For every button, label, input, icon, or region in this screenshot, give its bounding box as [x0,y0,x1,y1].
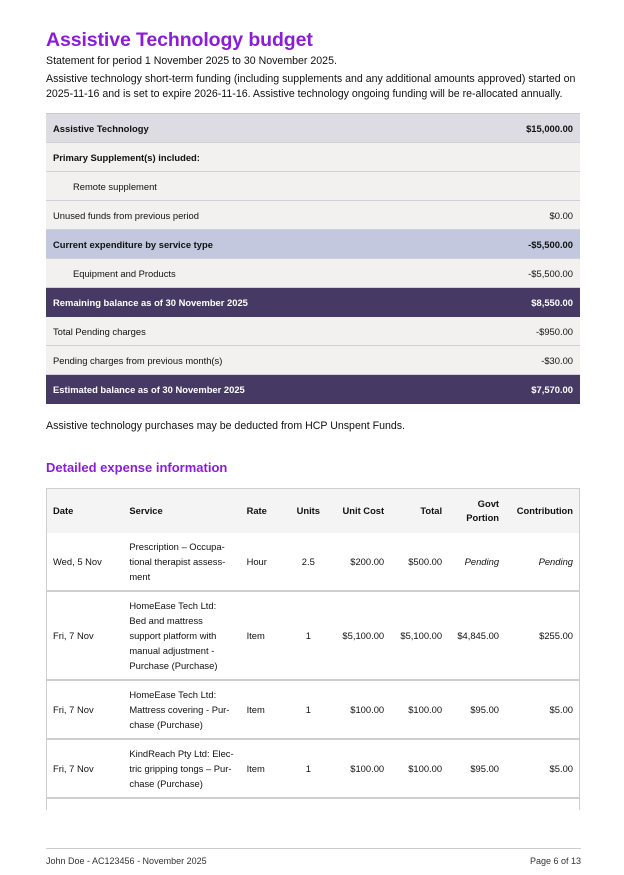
expense-table [47,489,579,810]
detail-heading: Detailed expense information [46,460,228,475]
cell-service: HomeEase Tech Ltd: Mattress covering - Pur-chase (Purchase) [123,680,240,739]
summary-label: Equipment and Products [46,259,460,288]
cell-unit-cost: $100.00 [332,739,390,798]
table-row [47,533,579,591]
deduction-note: Assistive technology purchases may be deducted from HCP Unspent Funds. [46,420,405,432]
cell-date: Wed, 5 Nov [53,556,102,567]
summary-row-pending-previous [46,346,580,375]
summary-row-remote-supplement [46,172,580,201]
summary-amount: $15,000.00 [460,114,580,143]
cell-rate: Item [241,591,285,680]
cell-contribution: Pending [538,556,573,567]
summary-row-current-expenditure [46,230,580,259]
cell-total: $100.00 [390,739,448,798]
summary-row-primary-supplements [46,143,580,172]
expense-header-row [47,489,579,533]
budget-summary-table [46,113,580,404]
col-contribution: Contribution [505,489,579,533]
summary-row-assistive-technology [46,114,580,143]
cell-govt-portion: $95.00 [448,739,505,798]
summary-label: Unused funds from previous period [46,201,460,230]
summary-row-remaining-balance [46,288,580,317]
summary-row-estimated-balance [46,375,580,404]
statement-period: Statement for period 1 November 2025 to 30 November 2025. [46,55,337,67]
cell-rate: Item [241,680,285,739]
cell-date: Fri, 7 Nov [47,591,123,680]
funding-note: Assistive technology short-term funding (including supplements and any additional amounts approved) started on 2025-11-16 and is set to expire 2026-11-16. Assistive technology ongoing funding will be re-allocated annually. [46,73,576,100]
expense-table-container [46,488,580,810]
summary-amount [460,172,580,201]
table-row [47,591,579,680]
cell-service: Prescription – Occupa-tional therapist assess-ment [129,541,226,582]
summary-label: Remaining balance as of 30 November 2025 [46,288,460,317]
cell-total: $500.00 [408,556,443,567]
summary-label: Estimated balance as of 30 November 2025 [46,375,460,404]
footer-client-info: John Doe - AC123456 - November 2025 [46,856,207,866]
summary-label: Pending charges from previous month(s) [46,346,460,375]
cell-contribution: $255.00 [505,591,579,680]
summary-label: Current expenditure by service type [46,230,460,259]
cell-unit-cost: $200.00 [350,556,385,567]
table-row-partial [47,798,579,810]
table-row [47,739,579,798]
summary-amount: $7,570.00 [460,375,580,404]
cell-govt-portion: Pending [464,556,500,567]
page-title: Assistive Technology budget [46,29,313,51]
col-total: Total [390,489,448,533]
cell-service: KindReach Pty Ltd: Elec-tric gripping tongs – Pur-chase (Purchase) [123,739,240,798]
cell-units: 2.5 [301,556,315,567]
summary-row-total-pending [46,317,580,346]
cell-total: $5,100.00 [390,591,448,680]
cell-contribution: $5.00 [505,680,579,739]
footer-divider [46,848,581,849]
col-govt-line1: Govt [477,498,500,509]
summary-amount: -$5,500.00 [460,259,580,288]
cell-date: Fri, 7 Nov [47,680,123,739]
table-row [47,680,579,739]
summary-amount: -$5,500.00 [460,230,580,259]
cell-unit-cost: $100.00 [332,680,390,739]
col-unit-cost: Unit Cost [332,489,390,533]
cell-contribution: $5.00 [505,739,579,798]
cell-govt-portion: $4,845.00 [448,591,505,680]
summary-row-unused-funds [46,201,580,230]
cell-rate: Item [241,739,285,798]
summary-amount: -$30.00 [460,346,580,375]
cell-govt-portion: $95.00 [448,680,505,739]
summary-row-equipment-products [46,259,580,288]
col-govt-portion [448,489,505,533]
col-service: Service [123,489,240,533]
summary-amount: -$950.00 [460,317,580,346]
cell-date: Fri, 7 Nov [47,739,123,798]
cell-service: HomeEase Tech Ltd: Bed and mattress support platform with manual adjustment - Purchase (Purchase) [123,591,240,680]
summary-amount: $0.00 [460,201,580,230]
cell-unit-cost: $5,100.00 [332,591,390,680]
col-rate: Rate [241,489,285,533]
col-govt-line2: Portion [466,512,500,523]
cell-units: 1 [284,591,332,680]
col-date: Date [47,489,123,533]
summary-label: Total Pending charges [46,317,460,346]
summary-label: Primary Supplement(s) included: [46,143,460,172]
cell-total: $100.00 [390,680,448,739]
cell-units: 1 [284,739,332,798]
summary-amount: $8,550.00 [460,288,580,317]
footer-page-number: Page 6 of 13 [529,856,581,866]
summary-label: Remote supplement [46,172,460,201]
cell-units: 1 [284,680,332,739]
summary-label: Assistive Technology [46,114,460,143]
cell-rate: Hour [246,556,267,567]
summary-amount [460,143,580,172]
col-units: Units [284,489,332,533]
